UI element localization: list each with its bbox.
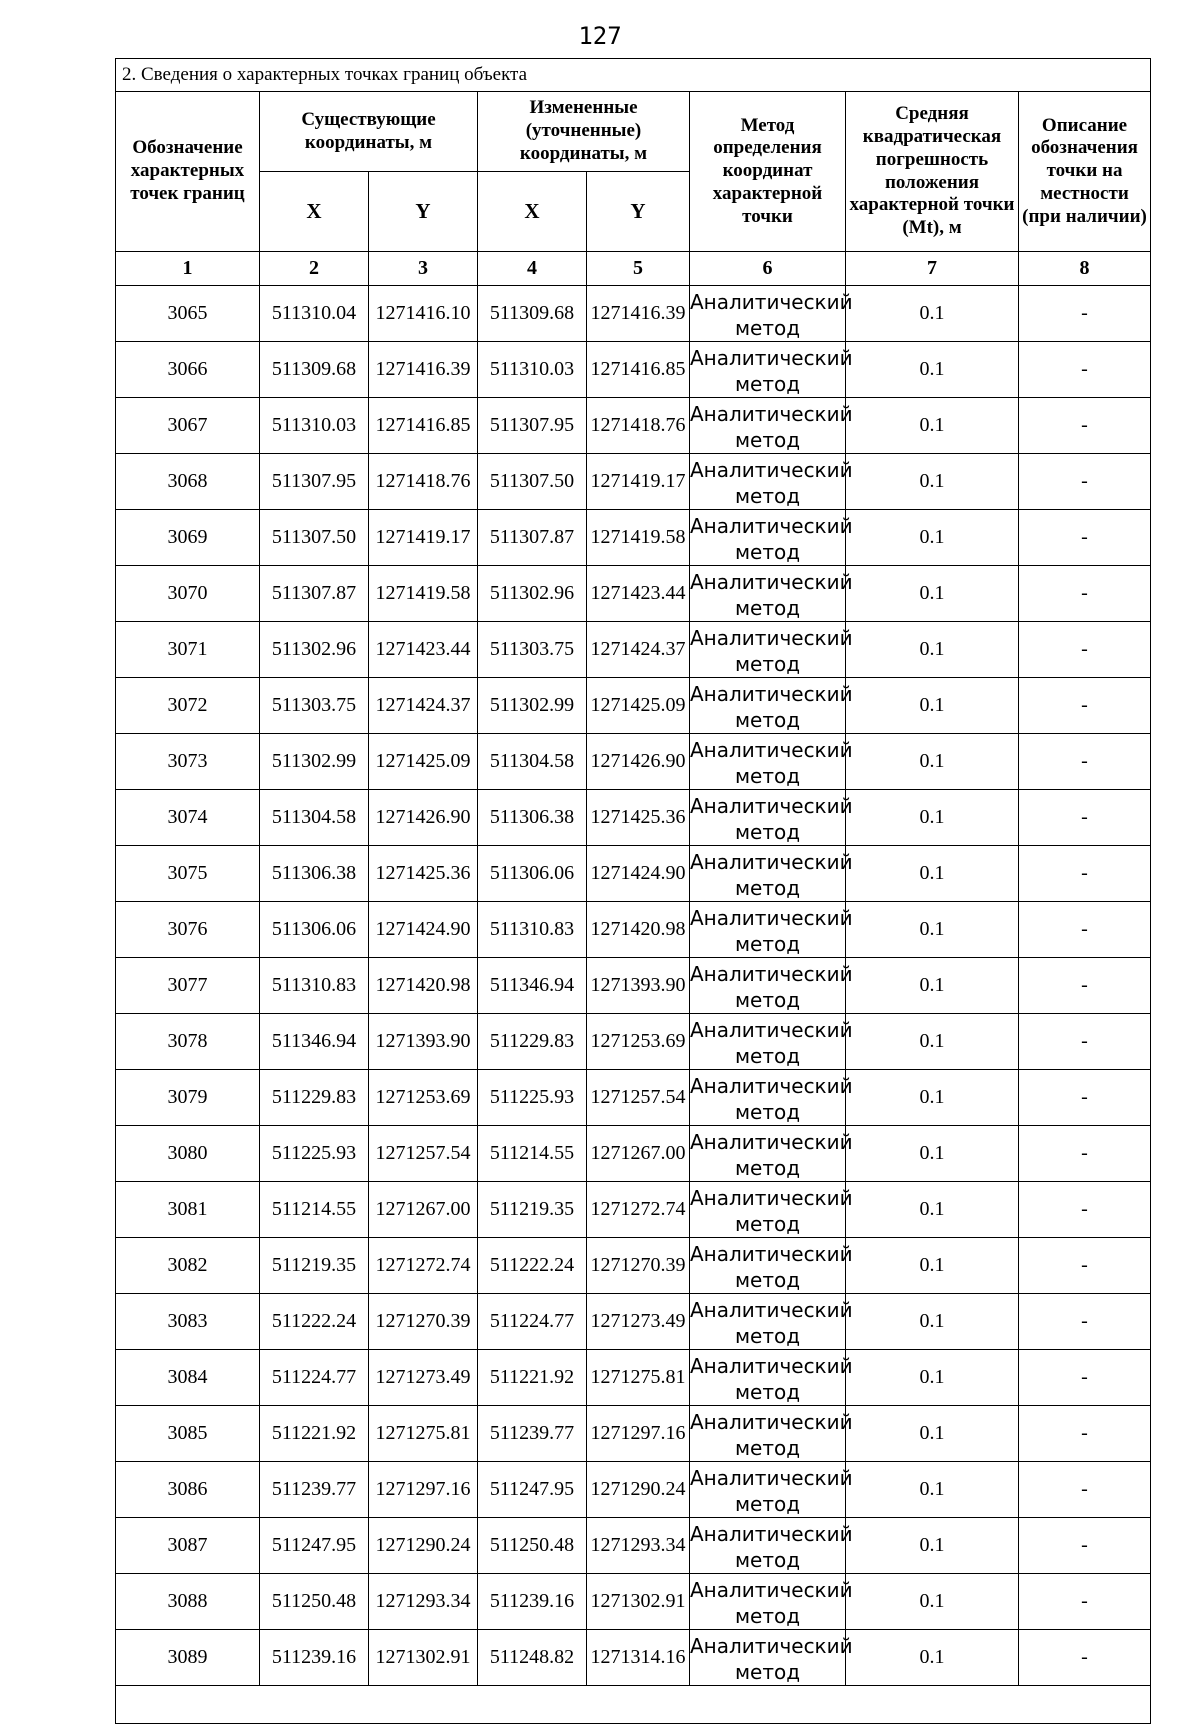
page-number: 127 [578, 22, 622, 50]
description-cell: - [1019, 1294, 1151, 1350]
error-cell: 0.1 [846, 790, 1019, 846]
existing-y-cell: 1271297.16 [369, 1462, 478, 1518]
changed-x-cell: 511247.95 [478, 1462, 587, 1518]
table-row [116, 678, 1151, 734]
description-cell: - [1019, 1238, 1151, 1294]
changed-x-cell: 511224.77 [478, 1294, 587, 1350]
changed-x-cell: 511248.82 [478, 1630, 587, 1686]
point-designation-cell: 3072 [116, 678, 260, 734]
description-cell: - [1019, 1406, 1151, 1462]
changed-y-cell: 1271257.54 [587, 1070, 690, 1126]
changed-y-cell: 1271253.69 [587, 1014, 690, 1070]
existing-y-cell: 1271424.90 [369, 902, 478, 958]
header-existing-coords: Существующие координаты, м [260, 92, 478, 172]
changed-x-cell: 511250.48 [478, 1518, 587, 1574]
changed-y-cell: 1271273.49 [587, 1294, 690, 1350]
point-designation-cell: 3073 [116, 734, 260, 790]
existing-x-cell: 511309.68 [260, 342, 369, 398]
error-cell: 0.1 [846, 1350, 1019, 1406]
existing-x-cell: 511219.35 [260, 1238, 369, 1294]
existing-y-cell: 1271424.37 [369, 678, 478, 734]
changed-y-cell: 1271290.24 [587, 1462, 690, 1518]
method-cell: Аналитический метод [690, 286, 846, 342]
error-cell: 0.1 [846, 1014, 1019, 1070]
description-cell: - [1019, 622, 1151, 678]
header-changed-y: Y [587, 172, 690, 252]
point-designation-cell: 3080 [116, 1126, 260, 1182]
point-designation-cell: 3068 [116, 454, 260, 510]
existing-x-cell: 511239.16 [260, 1630, 369, 1686]
method-cell: Аналитический метод [690, 1294, 846, 1350]
table-row [116, 1462, 1151, 1518]
point-designation-cell: 3079 [116, 1070, 260, 1126]
error-cell: 0.1 [846, 1574, 1019, 1630]
changed-y-cell: 1271425.09 [587, 678, 690, 734]
existing-y-cell: 1271273.49 [369, 1350, 478, 1406]
changed-y-cell: 1271272.74 [587, 1182, 690, 1238]
table-row [116, 510, 1151, 566]
table-row [116, 734, 1151, 790]
existing-x-cell: 511302.96 [260, 622, 369, 678]
description-cell: - [1019, 1350, 1151, 1406]
changed-y-cell: 1271416.85 [587, 342, 690, 398]
blank-cell [116, 1686, 1151, 1724]
changed-x-cell: 511310.83 [478, 902, 587, 958]
existing-y-cell: 1271270.39 [369, 1294, 478, 1350]
existing-y-cell: 1271419.58 [369, 566, 478, 622]
description-cell: - [1019, 902, 1151, 958]
error-cell: 0.1 [846, 1294, 1019, 1350]
point-designation-cell: 3075 [116, 846, 260, 902]
existing-x-cell: 511239.77 [260, 1462, 369, 1518]
point-designation-cell: 3089 [116, 1630, 260, 1686]
changed-x-cell: 511222.24 [478, 1238, 587, 1294]
point-designation-cell: 3076 [116, 902, 260, 958]
description-cell: - [1019, 734, 1151, 790]
point-designation-cell: 3085 [116, 1406, 260, 1462]
existing-y-cell: 1271257.54 [369, 1126, 478, 1182]
point-designation-cell: 3083 [116, 1294, 260, 1350]
method-cell: Аналитический метод [690, 902, 846, 958]
column-number: 3 [369, 252, 478, 286]
point-designation-cell: 3084 [116, 1350, 260, 1406]
existing-y-cell: 1271425.36 [369, 846, 478, 902]
point-designation-cell: 3069 [116, 510, 260, 566]
method-cell: Аналитический метод [690, 1014, 846, 1070]
changed-x-cell: 511307.50 [478, 454, 587, 510]
header-changed-x: X [478, 172, 587, 252]
point-designation-cell: 3078 [116, 1014, 260, 1070]
method-cell: Аналитический метод [690, 958, 846, 1014]
existing-x-cell: 511306.06 [260, 902, 369, 958]
existing-y-cell: 1271302.91 [369, 1630, 478, 1686]
changed-x-cell: 511307.87 [478, 510, 587, 566]
method-cell: Аналитический метод [690, 678, 846, 734]
changed-x-cell: 511307.95 [478, 398, 587, 454]
table-row [116, 1238, 1151, 1294]
point-designation-cell: 3065 [116, 286, 260, 342]
changed-y-cell: 1271275.81 [587, 1350, 690, 1406]
existing-y-cell: 1271419.17 [369, 510, 478, 566]
description-cell: - [1019, 790, 1151, 846]
method-cell: Аналитический метод [690, 622, 846, 678]
changed-y-cell: 1271419.17 [587, 454, 690, 510]
method-cell: Аналитический метод [690, 846, 846, 902]
changed-y-cell: 1271302.91 [587, 1574, 690, 1630]
column-number: 7 [846, 252, 1019, 286]
description-cell: - [1019, 1014, 1151, 1070]
existing-y-cell: 1271393.90 [369, 1014, 478, 1070]
table-row [116, 1518, 1151, 1574]
description-cell: - [1019, 1182, 1151, 1238]
changed-x-cell: 511303.75 [478, 622, 587, 678]
header-changed-coords: Измененные (уточненные) координаты, м [478, 92, 690, 172]
error-cell: 0.1 [846, 398, 1019, 454]
existing-y-cell: 1271416.85 [369, 398, 478, 454]
changed-x-cell: 511302.96 [478, 566, 587, 622]
table-row [116, 958, 1151, 1014]
error-cell: 0.1 [846, 1462, 1019, 1518]
changed-y-cell: 1271270.39 [587, 1238, 690, 1294]
table-row [116, 1574, 1151, 1630]
method-cell: Аналитический метод [690, 342, 846, 398]
method-cell: Аналитический метод [690, 454, 846, 510]
error-cell: 0.1 [846, 958, 1019, 1014]
table-row [116, 1350, 1151, 1406]
point-designation-cell: 3070 [116, 566, 260, 622]
existing-y-cell: 1271267.00 [369, 1182, 478, 1238]
existing-x-cell: 511304.58 [260, 790, 369, 846]
column-number: 8 [1019, 252, 1151, 286]
changed-y-cell: 1271267.00 [587, 1126, 690, 1182]
method-cell: Аналитический метод [690, 1630, 846, 1686]
existing-y-cell: 1271418.76 [369, 454, 478, 510]
changed-y-cell: 1271393.90 [587, 958, 690, 1014]
changed-y-cell: 1271424.90 [587, 846, 690, 902]
existing-y-cell: 1271425.09 [369, 734, 478, 790]
table-row [116, 790, 1151, 846]
column-number: 5 [587, 252, 690, 286]
table-row [116, 342, 1151, 398]
changed-y-cell: 1271420.98 [587, 902, 690, 958]
changed-y-cell: 1271425.36 [587, 790, 690, 846]
column-number: 2 [260, 252, 369, 286]
changed-y-cell: 1271423.44 [587, 566, 690, 622]
changed-x-cell: 511304.58 [478, 734, 587, 790]
error-cell: 0.1 [846, 1126, 1019, 1182]
table-row [116, 1294, 1151, 1350]
changed-x-cell: 511239.16 [478, 1574, 587, 1630]
existing-x-cell: 511307.50 [260, 510, 369, 566]
header-description: Описание обозначения точки на местности (при наличии) [1019, 92, 1151, 252]
error-cell: 0.1 [846, 454, 1019, 510]
table-row [116, 1126, 1151, 1182]
existing-x-cell: 511303.75 [260, 678, 369, 734]
table-row [116, 1630, 1151, 1686]
existing-x-cell: 511346.94 [260, 1014, 369, 1070]
changed-y-cell: 1271426.90 [587, 734, 690, 790]
method-cell: Аналитический метод [690, 1238, 846, 1294]
column-numbers-row [116, 252, 1151, 286]
existing-x-cell: 511250.48 [260, 1574, 369, 1630]
changed-x-cell: 511229.83 [478, 1014, 587, 1070]
point-designation-cell: 3087 [116, 1518, 260, 1574]
table-row [116, 398, 1151, 454]
existing-y-cell: 1271272.74 [369, 1238, 478, 1294]
error-cell: 0.1 [846, 1182, 1019, 1238]
description-cell: - [1019, 1462, 1151, 1518]
existing-y-cell: 1271420.98 [369, 958, 478, 1014]
existing-x-cell: 511310.83 [260, 958, 369, 1014]
changed-x-cell: 511346.94 [478, 958, 587, 1014]
error-cell: 0.1 [846, 846, 1019, 902]
existing-x-cell: 511310.03 [260, 398, 369, 454]
changed-y-cell: 1271419.58 [587, 510, 690, 566]
table-row [116, 1182, 1151, 1238]
method-cell: Аналитический метод [690, 1462, 846, 1518]
changed-x-cell: 511309.68 [478, 286, 587, 342]
existing-x-cell: 511306.38 [260, 846, 369, 902]
changed-x-cell: 511214.55 [478, 1126, 587, 1182]
error-cell: 0.1 [846, 566, 1019, 622]
table-row [116, 454, 1151, 510]
existing-y-cell: 1271416.10 [369, 286, 478, 342]
point-designation-cell: 3082 [116, 1238, 260, 1294]
existing-x-cell: 511225.93 [260, 1126, 369, 1182]
header-point-designation: Обозначение характерных точек границ [116, 92, 260, 252]
table-row [116, 1070, 1151, 1126]
changed-x-cell: 511239.77 [478, 1406, 587, 1462]
method-cell: Аналитический метод [690, 1126, 846, 1182]
changed-y-cell: 1271424.37 [587, 622, 690, 678]
boundary-points-table [115, 58, 1151, 1724]
existing-x-cell: 511229.83 [260, 1070, 369, 1126]
existing-x-cell: 511224.77 [260, 1350, 369, 1406]
description-cell: - [1019, 1126, 1151, 1182]
section-title: 2. Сведения о характерных точках границ объекта [116, 59, 1151, 92]
description-cell: - [1019, 1070, 1151, 1126]
table-row [116, 902, 1151, 958]
point-designation-cell: 3086 [116, 1462, 260, 1518]
description-cell: - [1019, 1574, 1151, 1630]
blank-row [116, 1686, 1151, 1724]
table-row [116, 846, 1151, 902]
existing-x-cell: 511302.99 [260, 734, 369, 790]
point-designation-cell: 3088 [116, 1574, 260, 1630]
description-cell: - [1019, 1518, 1151, 1574]
existing-x-cell: 511221.92 [260, 1406, 369, 1462]
existing-y-cell: 1271290.24 [369, 1518, 478, 1574]
description-cell: - [1019, 566, 1151, 622]
description-cell: - [1019, 1630, 1151, 1686]
description-cell: - [1019, 846, 1151, 902]
method-cell: Аналитический метод [690, 734, 846, 790]
existing-y-cell: 1271426.90 [369, 790, 478, 846]
error-cell: 0.1 [846, 734, 1019, 790]
error-cell: 0.1 [846, 342, 1019, 398]
existing-y-cell: 1271293.34 [369, 1574, 478, 1630]
existing-x-cell: 511214.55 [260, 1182, 369, 1238]
header-existing-x: X [260, 172, 369, 252]
existing-y-cell: 1271416.39 [369, 342, 478, 398]
existing-x-cell: 511310.04 [260, 286, 369, 342]
method-cell: Аналитический метод [690, 1182, 846, 1238]
description-cell: - [1019, 454, 1151, 510]
method-cell: Аналитический метод [690, 398, 846, 454]
table-row [116, 622, 1151, 678]
point-designation-cell: 3074 [116, 790, 260, 846]
error-cell: 0.1 [846, 902, 1019, 958]
changed-x-cell: 511310.03 [478, 342, 587, 398]
error-cell: 0.1 [846, 678, 1019, 734]
method-cell: Аналитический метод [690, 1406, 846, 1462]
point-designation-cell: 3071 [116, 622, 260, 678]
method-cell: Аналитический метод [690, 1350, 846, 1406]
changed-y-cell: 1271314.16 [587, 1630, 690, 1686]
existing-x-cell: 511307.87 [260, 566, 369, 622]
point-designation-cell: 3077 [116, 958, 260, 1014]
changed-y-cell: 1271416.39 [587, 286, 690, 342]
table-row [116, 1014, 1151, 1070]
existing-y-cell: 1271253.69 [369, 1070, 478, 1126]
description-cell: - [1019, 958, 1151, 1014]
changed-x-cell: 511306.38 [478, 790, 587, 846]
table-row [116, 1406, 1151, 1462]
changed-y-cell: 1271293.34 [587, 1518, 690, 1574]
description-cell: - [1019, 286, 1151, 342]
point-designation-cell: 3066 [116, 342, 260, 398]
error-cell: 0.1 [846, 1630, 1019, 1686]
existing-y-cell: 1271275.81 [369, 1406, 478, 1462]
error-cell: 0.1 [846, 286, 1019, 342]
column-number: 1 [116, 252, 260, 286]
column-number: 6 [690, 252, 846, 286]
existing-x-cell: 511307.95 [260, 454, 369, 510]
existing-x-cell: 511247.95 [260, 1518, 369, 1574]
description-cell: - [1019, 342, 1151, 398]
existing-x-cell: 511222.24 [260, 1294, 369, 1350]
description-cell: - [1019, 398, 1151, 454]
column-number: 4 [478, 252, 587, 286]
method-cell: Аналитический метод [690, 510, 846, 566]
existing-y-cell: 1271423.44 [369, 622, 478, 678]
method-cell: Аналитический метод [690, 566, 846, 622]
point-designation-cell: 3081 [116, 1182, 260, 1238]
method-cell: Аналитический метод [690, 1518, 846, 1574]
changed-x-cell: 511225.93 [478, 1070, 587, 1126]
method-cell: Аналитический метод [690, 1070, 846, 1126]
description-cell: - [1019, 678, 1151, 734]
table-row [116, 566, 1151, 622]
changed-y-cell: 1271297.16 [587, 1406, 690, 1462]
header-error: Средняя квадратическая погрешность положения характерной точки (Mt), м [846, 92, 1019, 252]
error-cell: 0.1 [846, 1238, 1019, 1294]
error-cell: 0.1 [846, 1070, 1019, 1126]
changed-x-cell: 511302.99 [478, 678, 587, 734]
method-cell: Аналитический метод [690, 1574, 846, 1630]
changed-x-cell: 511306.06 [478, 846, 587, 902]
error-cell: 0.1 [846, 622, 1019, 678]
changed-x-cell: 511221.92 [478, 1350, 587, 1406]
description-cell: - [1019, 510, 1151, 566]
table-row [116, 286, 1151, 342]
point-designation-cell: 3067 [116, 398, 260, 454]
header-existing-y: Y [369, 172, 478, 252]
error-cell: 0.1 [846, 1518, 1019, 1574]
header-method: Метод определения координат характерной точки [690, 92, 846, 252]
error-cell: 0.1 [846, 1406, 1019, 1462]
changed-y-cell: 1271418.76 [587, 398, 690, 454]
method-cell: Аналитический метод [690, 790, 846, 846]
changed-x-cell: 511219.35 [478, 1182, 587, 1238]
error-cell: 0.1 [846, 510, 1019, 566]
